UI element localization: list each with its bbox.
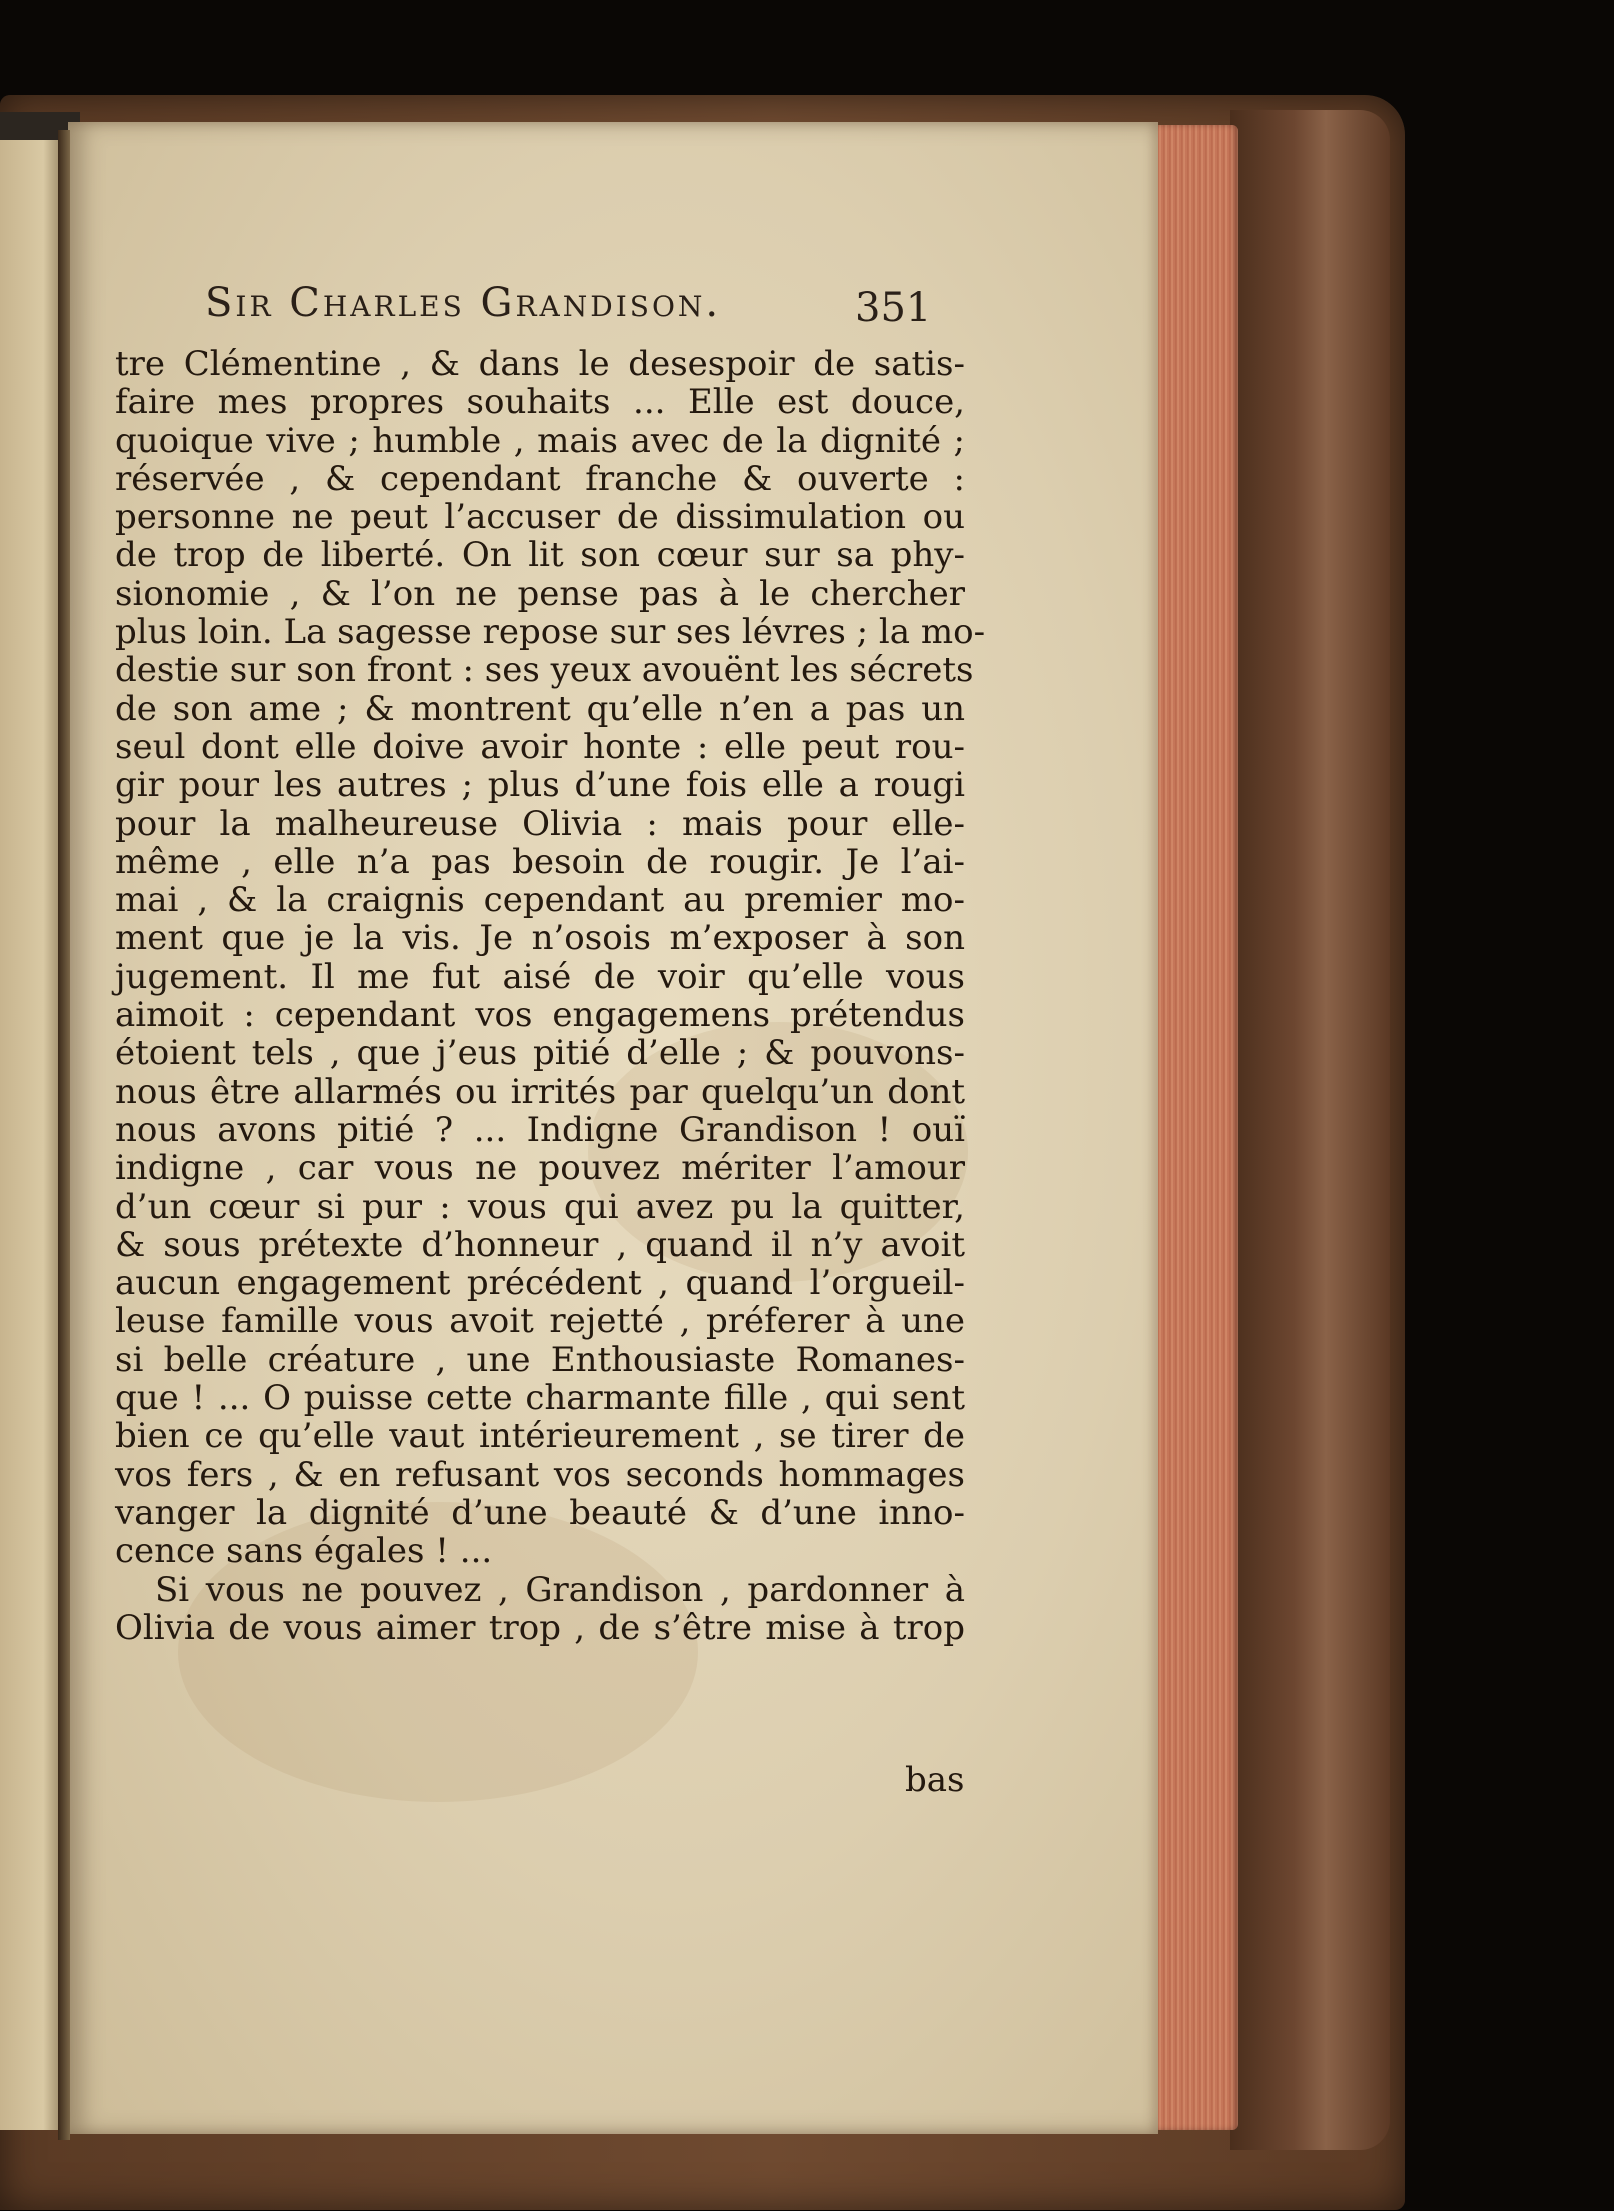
text-line: aimoit : cependant vos engagemens prétendus — [115, 995, 965, 1036]
text-line: indigne , car vous ne pouvez mériter l’amour — [115, 1148, 965, 1189]
text-line: plus loin. La sagesse repose sur ses lévres ; la mo- — [115, 612, 986, 653]
text-line: de trop de liberté. On lit son cœur sur sa phy- — [115, 535, 965, 576]
text-line: pour la malheureuse Olivia : mais pour elle- — [115, 803, 965, 844]
text-line: Olivia de vous aimer trop , de s’être mise à trop — [115, 1607, 965, 1648]
text-line: personne ne peut l’accuser de dissimulation ou — [115, 497, 965, 538]
text-line: même , elle n’a pas besoin de rougir. Je l’ai- — [115, 841, 965, 882]
page-gutter — [58, 130, 70, 2140]
text-line: leuse famille vous avoit rejetté , préferer à une — [115, 1301, 965, 1342]
body-text — [115, 344, 986, 1648]
text-line: destie sur son front : ses yeux avouënt les sécrets — [115, 650, 974, 691]
text-line: & sous prétexte d’honneur , quand il n’y avoit — [115, 1224, 965, 1265]
text-line: étoient tels , que j’eus pitié d’elle ; & pouvons- — [115, 1033, 965, 1074]
text-line: faire mes propres souhaits ... Elle est douce, — [115, 382, 965, 423]
text-line: mai , & la craignis cependant au premier mo- — [115, 880, 965, 921]
text-line: aucun engagement précédent , quand l’orgueil- — [115, 1263, 965, 1304]
page-number: 351 — [855, 285, 932, 331]
text-line: d’un cœur si pur : vous qui avez pu la quitter, — [115, 1186, 965, 1227]
text-line: seul dont elle doive avoir honte : elle peut rou- — [115, 726, 965, 767]
left-page-edge — [0, 140, 62, 2130]
text-line: Si vous ne pouvez , Grandison , pardonner à — [155, 1569, 965, 1610]
text-line: de son ame ; & montrent qu’elle n’en a pas un — [115, 688, 965, 729]
catchword: bas — [905, 1760, 965, 1800]
text-line: nous être allarmés ou irrités par quelqu’un dont — [115, 1071, 965, 1112]
text-line: jugement. Il me fut aisé de voir qu’elle vous — [115, 956, 965, 997]
text-line: que ! ... O puisse cette charmante fille , qui sent — [115, 1378, 965, 1419]
text-line: si belle créature , une Enthousiaste Romanes- — [115, 1339, 965, 1380]
text-line: ment que je la vis. Je n’osois m’exposer à son — [115, 918, 965, 959]
text-line: vanger la dignité d’une beauté & d’une inno- — [115, 1492, 965, 1533]
text-line: sionomie , & l’on ne pense pas à le chercher — [115, 573, 965, 614]
text-line: nous avons pitié ? ... Indigne Grandison ! ouï — [115, 1109, 965, 1150]
text-line: gir pour les autres ; plus d’une fois elle a rougi — [115, 765, 965, 806]
text-line: tre Clémentine , & dans le desespoir de satis- — [115, 344, 965, 384]
text-line: bien ce qu’elle vaut intérieurement , se tirer de — [115, 1416, 965, 1457]
cover-flap — [1230, 110, 1390, 2150]
text-line: quoique vive ; humble , mais avec de la dignité ; — [115, 420, 965, 461]
text-line: vos fers , & en refusant vos seconds hommages — [115, 1454, 965, 1495]
text-line: réservée , & cependant franche & ouverte : — [115, 458, 965, 499]
text-line: cence sans égales ! ... — [115, 1531, 493, 1572]
page-edges — [1150, 125, 1238, 2130]
running-head: Sir Charles Grandison. — [205, 280, 722, 326]
